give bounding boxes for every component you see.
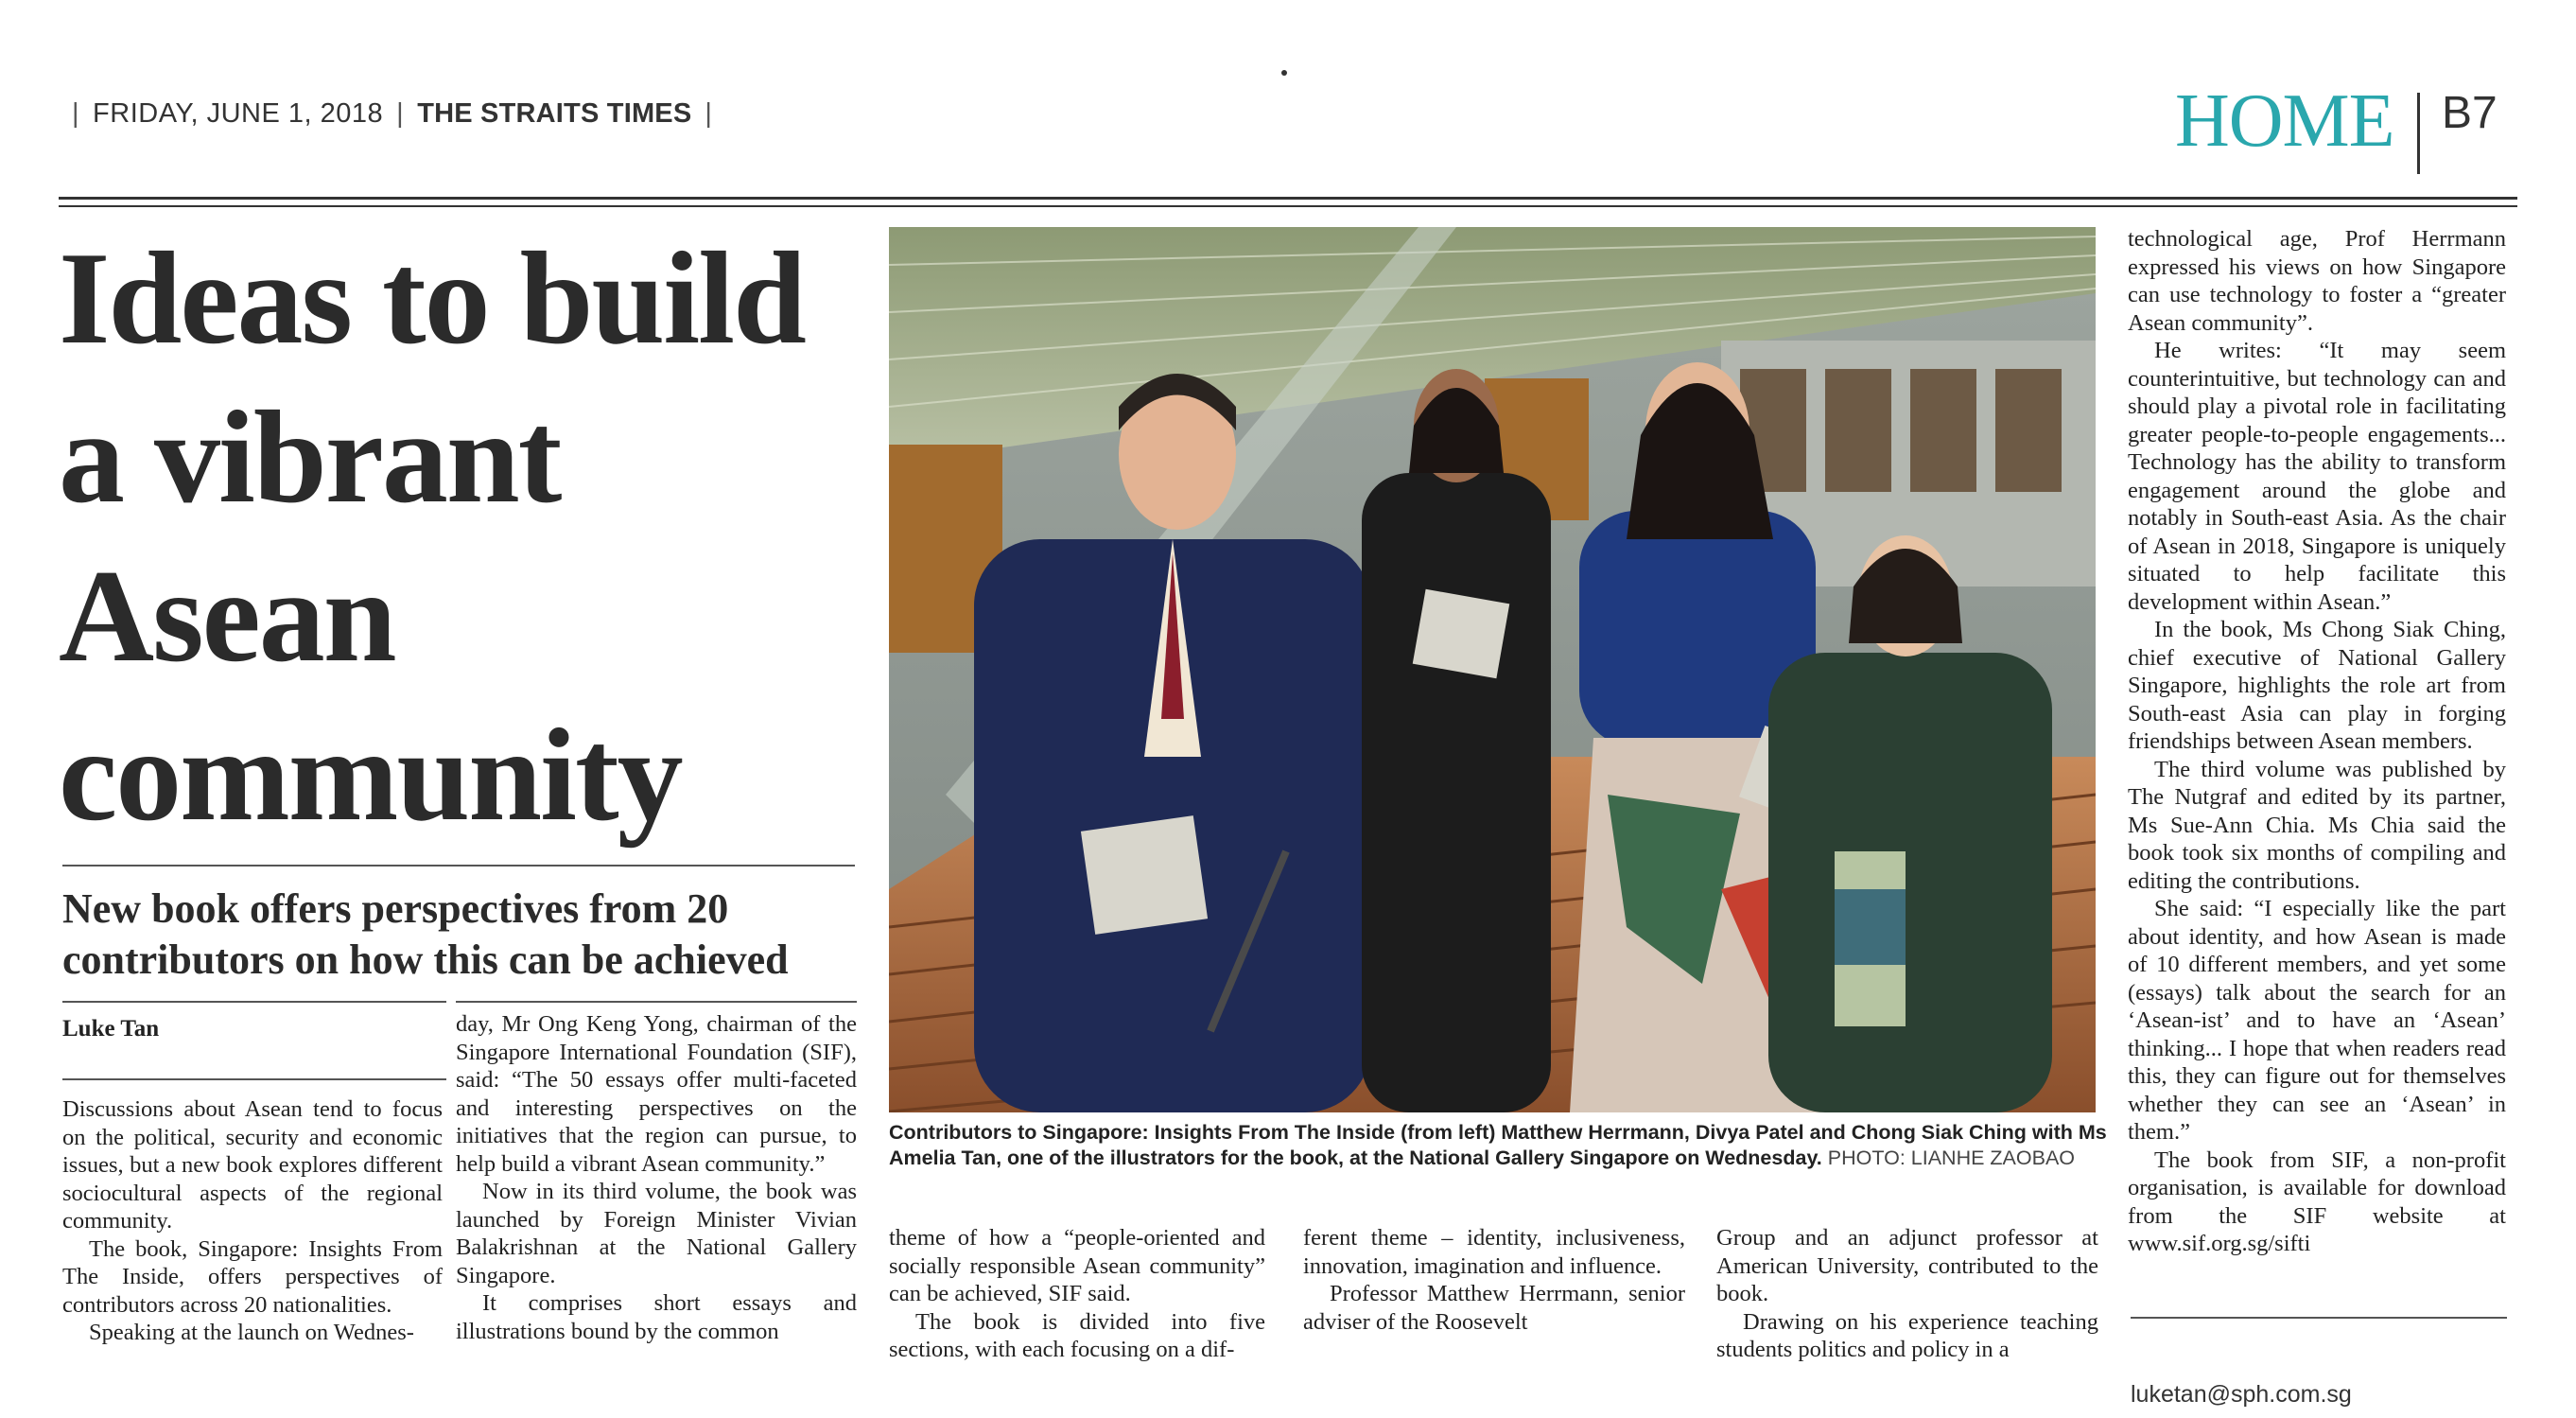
headline-line: Asean bbox=[59, 543, 395, 690]
column-rule bbox=[456, 1001, 857, 1003]
newspaper-name: THE STRAITS TIMES bbox=[417, 98, 692, 129]
article-column-5 bbox=[1716, 1224, 2098, 1364]
headline-line: community bbox=[59, 702, 682, 849]
person-figure-2 bbox=[1362, 369, 1551, 1112]
paragraph: He writes: “It may seem counterintuitive, but technology can and should play a pivotal role in facilitating greater people-to-people engagements... Technology has the ability to transform engagement around the globe and notably in South-east Asia. As the chair of Asean in 2018, Singapore is uniquely situated to help facilitate this development within Asean.” bbox=[2128, 338, 2506, 615]
page-number: B7 bbox=[2442, 88, 2498, 138]
headline bbox=[59, 219, 891, 855]
article-column-2 bbox=[456, 1010, 857, 1345]
paragraph: theme of how a “people-oriented and socially responsible Asean community” can be achieved, SIF said. bbox=[889, 1225, 1265, 1306]
end-rule bbox=[2131, 1317, 2507, 1319]
author-email: luketan@sph.com.sg bbox=[2131, 1381, 2352, 1408]
paragraph: She said: “I especially like the part about identity, and how Asean is made of 10 different members, and yet some (essays) talk about the search for an ‘Asean-ist’ and to have an ‘Asean’ thinking... I hope that when readers read this, they can figure out for themselves whether they can see an ‘Asean’ in them.” bbox=[2128, 896, 2506, 1145]
paragraph: technological age, Prof Herrmann expressed his views on how Singapore can use technology to foster a “greater Asean community”. bbox=[2128, 226, 2506, 336]
paragraph: day, Mr Ong Keng Yong, chairman of the Singapore International Foundation (SIF), said: “The 50 essays offer multi-faceted and interesting perspectives on the initiatives that the region can pursue, to help build a vibrant Asean community.” bbox=[456, 1011, 857, 1177]
paragraph: Now in its third volume, the book was launched by Foreign Minister Vivian Balakrishnan at the National Gallery Singapore. bbox=[456, 1179, 857, 1288]
masthead: | FRIDAY, JUNE 1, 2018 | THE STRAITS TIMES | bbox=[72, 98, 713, 129]
headline-line: a vibrant bbox=[59, 384, 561, 531]
article-column-6 bbox=[2128, 225, 2506, 1258]
paragraph: The book from SIF, a non-profit organisation, is available for download from the SIF website at www.sif.org.sg/sifti bbox=[2128, 1147, 2506, 1256]
byline: Luke Tan bbox=[62, 1016, 160, 1042]
top-rule-thin bbox=[59, 205, 2517, 207]
news-photo bbox=[889, 227, 2096, 1112]
paragraph: The third volume was published by The Nutgraf and edited by its partner, Ms Sue-Ann Chia. Ms Chia said the book took six months of compiling and editing the contributions. bbox=[2128, 756, 2506, 894]
headline-line: Ideas to build bbox=[59, 225, 805, 372]
paragraph: The book is divided into five sections, with each focusing on a dif- bbox=[889, 1308, 1265, 1362]
print-dot bbox=[1281, 70, 1287, 76]
photo-illustration bbox=[889, 227, 2096, 1112]
subheadline: New book offers perspectives from 20 contributors on how this can be achieved bbox=[62, 885, 789, 983]
paragraph: ferent theme – identity, inclusiveness, innovation, imagination and influence. bbox=[1303, 1225, 1685, 1279]
subhead-rule bbox=[62, 865, 855, 867]
paragraph: Drawing on his experience teaching students politics and policy in a bbox=[1716, 1308, 2098, 1362]
photo-credit: PHOTO: LIANHE ZAOBAO bbox=[1827, 1147, 2076, 1169]
section-divider bbox=[2417, 93, 2420, 174]
paragraph: Discussions about Asean tend to focus on the political, security and economic issues, but a new book explores different sociocultural aspects of the regional community. bbox=[62, 1096, 443, 1234]
paragraph: Group and an adjunct professor at American University, contributed to the book. bbox=[1716, 1225, 2098, 1306]
section-name: HOME bbox=[2175, 79, 2394, 163]
article-column-1 bbox=[62, 1095, 443, 1347]
top-rule bbox=[59, 197, 2517, 200]
paragraph: Professor Matthew Herrmann, senior adviser of the Roosevelt bbox=[1303, 1281, 1685, 1335]
paragraph: It comprises short essays and illustrations bound by the common bbox=[456, 1290, 857, 1344]
issue-date: FRIDAY, JUNE 1, 2018 bbox=[93, 98, 384, 129]
photo-caption bbox=[889, 1120, 2109, 1171]
caption-text: Contributors to Singapore: Insights From The Inside (from left) Matthew Herrmann, Divya Patel and Chong Siak Ching with Ms Amelia Tan, one of the illustrators for the book, at the National Gallery Singapore on Wednesday. bbox=[889, 1121, 2107, 1169]
paragraph: In the book, Ms Chong Siak Ching, chief executive of National Gallery Singapore, highlights the role art from South-east Asia can play in forging friendships between Asean members. bbox=[2128, 617, 2506, 754]
column-rule bbox=[62, 1078, 446, 1080]
paragraph: Speaking at the launch on Wednes- bbox=[89, 1320, 414, 1345]
paragraph: The book, Singapore: Insights From The Inside, offers perspectives of contributors across 20 nationalities. bbox=[62, 1235, 443, 1318]
article-column-3 bbox=[889, 1224, 1265, 1364]
column-rule bbox=[62, 1001, 446, 1003]
article-column-4 bbox=[1303, 1224, 1685, 1336]
